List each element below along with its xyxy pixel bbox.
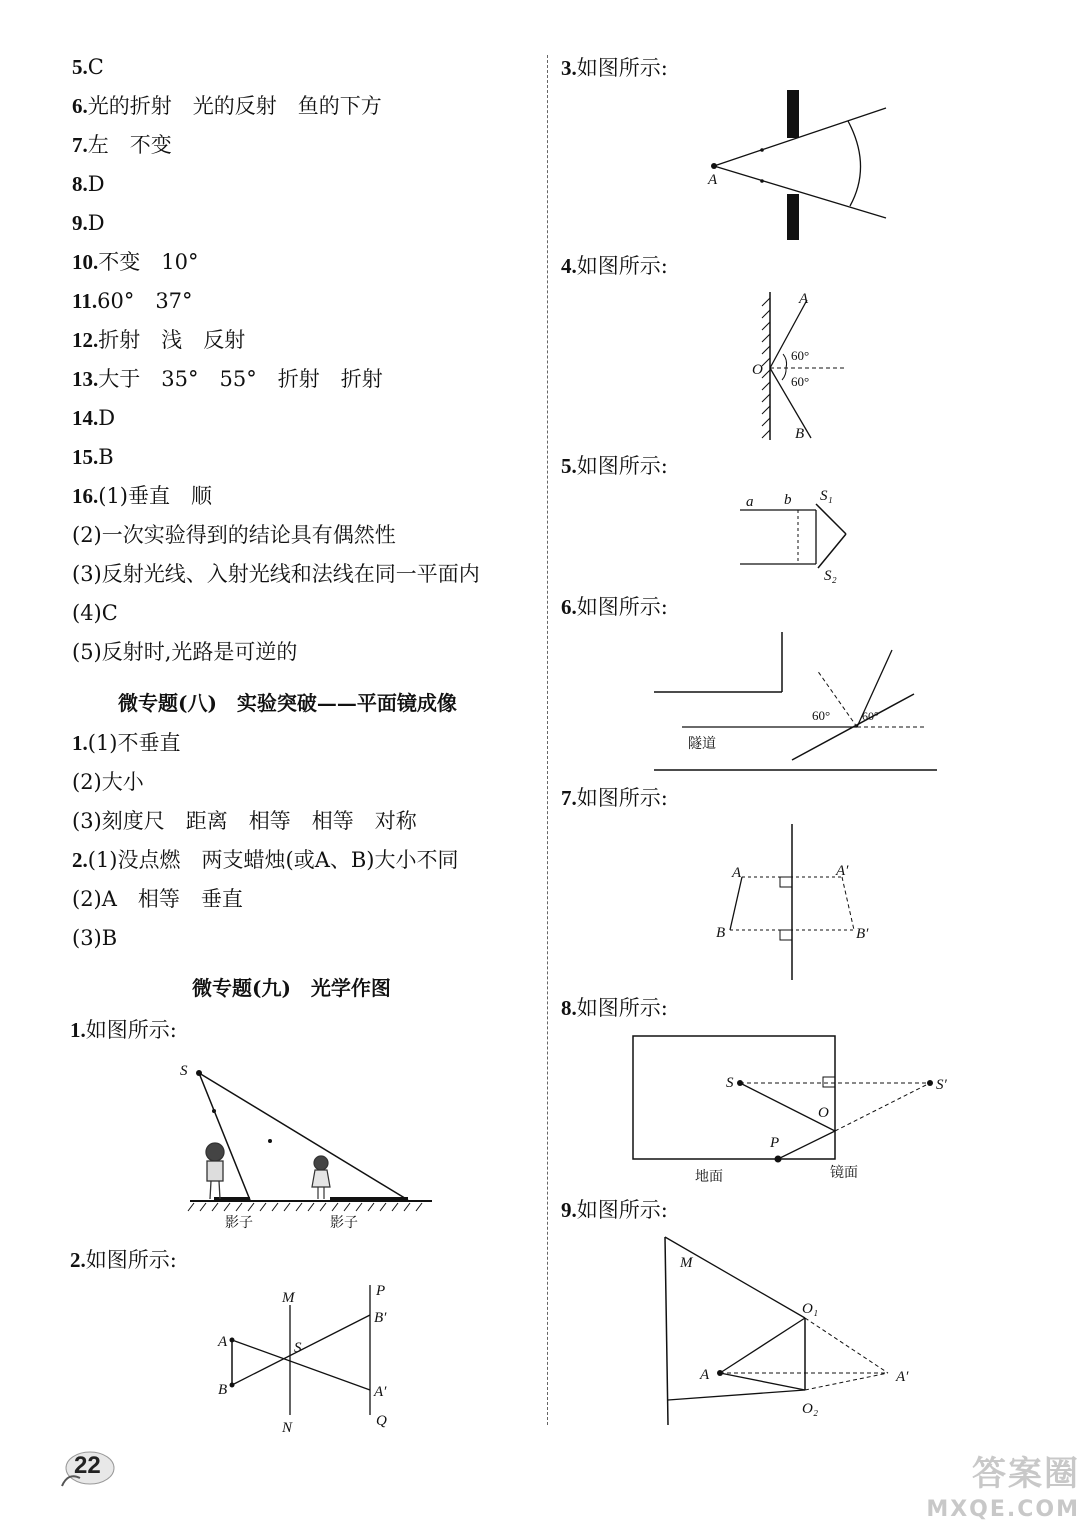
svg-text:M: M: [680, 1255, 693, 1271]
item-7-caption: 7.如图所示:: [561, 786, 668, 810]
item-9-caption: 9.如图所示:: [561, 1198, 668, 1222]
svg-text:a: a: [746, 494, 754, 510]
svg-text:A′: A′: [836, 863, 849, 879]
page-number-badge: [58, 1448, 114, 1488]
section-8-answer-line: (3)刻度尺 距离 相等 相等 对称: [72, 809, 417, 833]
figure-4-reflection: [745, 290, 855, 445]
page-number: 22: [74, 1452, 101, 1479]
boy-figure: [206, 1143, 224, 1199]
svg-text:60°: 60°: [791, 348, 810, 363]
svg-text:M: M: [282, 1290, 295, 1306]
answer-line: 9.D: [72, 211, 105, 235]
answer-line: 16.(1)垂直 顺: [72, 484, 212, 508]
item-8-caption: 8.如图所示:: [561, 996, 668, 1020]
svg-text:B: B: [716, 925, 726, 941]
svg-text:A: A: [708, 172, 718, 188]
answer-line: 5.C: [72, 55, 104, 79]
answer-line: 6.光的折射 光的反射 鱼的下方: [72, 94, 382, 118]
answer-line: 12.折射 浅 反射: [72, 328, 246, 352]
svg-text:Q: Q: [376, 1413, 387, 1429]
label-s: S: [180, 1063, 188, 1079]
svg-text:b: b: [784, 492, 792, 508]
figure-5-double-mirror: [738, 488, 858, 583]
figure-6-tunnel: [652, 630, 942, 775]
girl-figure: [312, 1156, 330, 1199]
svg-text:O₂: O₂: [802, 1401, 819, 1417]
figure-2-pinhole-diagram: [210, 1280, 410, 1440]
watermark: 答案圈 MXQE.COM: [926, 1454, 1080, 1522]
answer-line: 10.不变 10°: [72, 250, 199, 274]
figure-3-view-range: [700, 88, 900, 248]
svg-text:镜面: 镜面: [830, 1165, 858, 1181]
item-1-caption: 1.如图所示:: [70, 1018, 177, 1042]
section-8-answer-line: (3)B: [72, 926, 118, 950]
svg-text:B: B: [218, 1382, 228, 1398]
svg-text:60°: 60°: [812, 708, 831, 723]
svg-text:地面: 地面: [695, 1169, 723, 1185]
shadow-label-1: 影子: [225, 1215, 253, 1231]
section-title-9: 微专题(九) 光学作图: [192, 976, 391, 1000]
figure-9-two-rays: [660, 1235, 920, 1430]
figure-8-ground-mirror: [630, 1033, 960, 1188]
svg-text:S′: S′: [936, 1077, 947, 1093]
svg-text:O₁: O₁: [802, 1301, 819, 1317]
svg-text:O: O: [818, 1105, 829, 1121]
section-title-8: 微专题(八) 实验突破——平面镜成像: [118, 691, 457, 715]
svg-text:A: A: [799, 291, 809, 307]
svg-text:60°: 60°: [862, 709, 879, 723]
svg-text:B: B: [795, 426, 805, 442]
section-8-answer-line: 1.(1)不垂直: [72, 731, 181, 755]
svg-text:A: A: [700, 1367, 710, 1383]
item-3-caption: 3.如图所示:: [561, 56, 668, 80]
svg-text:60°: 60°: [791, 374, 810, 389]
item-2-caption: 2.如图所示:: [70, 1248, 177, 1272]
svg-text:S: S: [726, 1075, 734, 1091]
svg-text:O: O: [752, 362, 763, 378]
svg-text:S: S: [294, 1340, 302, 1356]
answer-line: 14.D: [72, 406, 116, 430]
svg-text:A: A: [732, 865, 742, 881]
figure-7-plane-mirror-image: [712, 822, 882, 982]
section-8-answer-line: 2.(1)没点燃 两支蜡烛(或A、B)大小不同: [72, 848, 459, 872]
svg-text:S₂: S₂: [824, 568, 837, 584]
svg-text:N: N: [282, 1420, 293, 1436]
item-6-caption: 6.如图所示:: [561, 595, 668, 619]
svg-text:隧道: 隧道: [688, 736, 716, 752]
shadow-label-2: 影子: [330, 1215, 358, 1231]
answer-line: (2)一次实验得到的结论具有偶然性: [72, 523, 396, 547]
answer-line: 7.左 不变: [72, 133, 172, 157]
item-4-caption: 4.如图所示:: [561, 254, 668, 278]
answer-line: 15.B: [72, 445, 114, 469]
item-5-caption: 5.如图所示:: [561, 454, 668, 478]
answer-line: 8.D: [72, 172, 105, 196]
svg-text:P: P: [770, 1135, 780, 1151]
column-divider: [547, 55, 548, 1425]
section-8-answer-line: (2)大小: [72, 770, 144, 794]
answer-line: (3)反射光线、入射光线和法线在同一平面内: [72, 562, 480, 586]
svg-text:A: A: [218, 1334, 228, 1350]
svg-text:A′: A′: [374, 1384, 387, 1400]
answer-line: (5)反射时,光路是可逆的: [72, 640, 298, 664]
svg-text:B′: B′: [374, 1310, 387, 1326]
answer-line: (4)C: [72, 601, 118, 625]
answer-line: 13.大于 35° 55° 折射 折射: [72, 367, 383, 391]
section-8-answer-line: (2)A 相等 垂直: [72, 887, 243, 911]
figure-1-shadow-diagram: [170, 1055, 440, 1235]
svg-text:A′: A′: [896, 1369, 909, 1385]
svg-text:B′: B′: [856, 926, 869, 942]
svg-text:S₁: S₁: [820, 488, 833, 504]
answer-line: 11.60° 37°: [72, 289, 193, 313]
svg-text:P: P: [376, 1283, 386, 1299]
